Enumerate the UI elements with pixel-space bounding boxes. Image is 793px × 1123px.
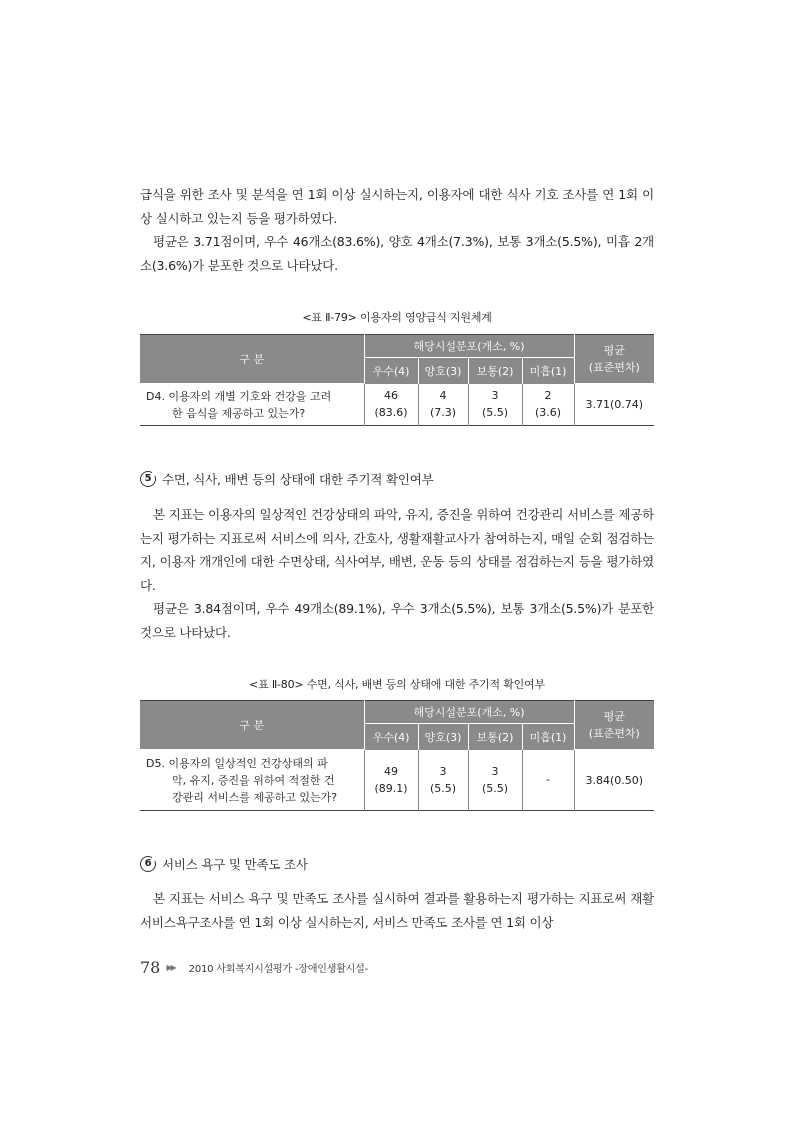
intro-text (140, 183, 654, 277)
question-line: 강관리 서비스를 제공하고 있는가? (172, 790, 338, 804)
paragraph: 급식을 위한 조사 및 분석을 연 1회 이상 실시하는지, 이용자에 대한 식사 기호 조사를 연 1회 이상 실시하고 있는지 등을 평가하였다. (140, 187, 654, 226)
count-cell (468, 384, 522, 426)
paragraph: 평균은 3.71점이며, 우수 46개소(83.6%), 양호 4개소(7.3%), 보통 3개소(5.5%), 미흡 2개소(3.6%)가 분포한 것으로 나타났다. (140, 234, 654, 273)
mean-cell: 3.71(0.74) (574, 384, 654, 426)
count-cell (468, 750, 522, 811)
distribution-header: 해당시설분포(개소, %) (364, 335, 574, 358)
grade-header: 미흡(1) (522, 358, 574, 384)
question-line: 한 음식을 제공하고 있는가? (172, 406, 306, 420)
grade-header: 보통(2) (468, 724, 522, 750)
table-caption: <표 Ⅱ-80> 수면, 식사, 배변 등의 상태에 대한 주기적 확인여부 (249, 678, 545, 691)
count-value: 46 (384, 389, 398, 403)
number-badge-icon (140, 856, 156, 872)
dash-value: - (546, 773, 551, 787)
grade-header: 우수(4) (364, 724, 418, 750)
section-title: 수면, 식사, 배변 등의 상태에 대한 주기적 확인여부 (162, 472, 434, 487)
count-value: 2 (544, 389, 552, 403)
mean-header-line: 평균 (603, 344, 625, 357)
section-number: 6 (144, 858, 152, 869)
mean-header (574, 701, 654, 750)
arrow-icon: ▶▶ (166, 963, 175, 972)
count-cell (364, 750, 418, 811)
category-header: 구 분 (140, 701, 364, 750)
data-table (140, 334, 654, 426)
mean-cell: 3.84(0.50) (574, 750, 654, 811)
grade-header: 양호(3) (418, 358, 468, 384)
percent-value: (5.5) (481, 406, 509, 420)
count-cell (364, 384, 418, 426)
question-line: D5. 이용자의 일상적인 건강상태의 파 (146, 756, 328, 770)
section-title: 서비스 욕구 및 만족도 조사 (162, 857, 308, 872)
percent-value: (89.1) (374, 781, 408, 795)
category-header: 구 분 (140, 335, 364, 384)
section-heading (140, 470, 433, 488)
number-badge-icon (140, 471, 156, 487)
grade-header: 보통(2) (468, 358, 522, 384)
table-row (140, 384, 654, 426)
page-footer (140, 958, 368, 977)
percent-value: (5.5) (429, 781, 457, 795)
grade-header: 미흡(1) (522, 724, 574, 750)
count-value: 49 (384, 764, 398, 778)
section-text (140, 887, 654, 934)
count-value: 4 (439, 389, 447, 403)
mean-header-line: 평균 (603, 710, 625, 723)
count-cell (418, 384, 468, 426)
grade-header: 우수(4) (364, 358, 418, 384)
section-number: 5 (144, 473, 152, 484)
mean-header-line: (표준편차) (588, 727, 640, 740)
paragraph: 본 지표는 서비스 욕구 및 만족도 조사를 실시하여 결과를 활용하는지 평가하는 지표로써 재활 서비스욕구조사를 연 1회 이상 실시하는지, 서비스 만족도 조사를 연 1회 이상 (140, 891, 654, 930)
question-cell (140, 750, 364, 811)
section-text (140, 503, 654, 644)
question-cell (140, 384, 364, 426)
question-line: D4. 이용자의 개별 기호와 건강을 고려 (146, 389, 332, 403)
data-table (140, 700, 654, 811)
count-value: 3 (491, 389, 499, 403)
percent-value: (7.3) (429, 406, 457, 420)
count-value: 3 (491, 764, 499, 778)
grade-header: 양호(3) (418, 724, 468, 750)
paragraph: 본 지표는 이용자의 일상적인 건강상태의 파악, 유지, 증진을 위하여 건강관리 서비스를 제공하는지 평가하는 지표로써 서비스에 의사, 간호사, 생활재활교사가 참여하는지, 매일 순회 점검하는지, 이용자 개개인에 대한 수면상태, 식사여부, 배변, 운동 등의 상태를 점검하는지 등을 평가하였다. (140, 507, 654, 593)
count-value: 3 (439, 764, 447, 778)
mean-header (574, 335, 654, 384)
table-row (140, 750, 654, 811)
percent-value: (3.6) (534, 406, 562, 420)
footer-text: 2010 사회복지시설평가 -장애인생활시설- (188, 964, 368, 975)
count-cell (522, 750, 574, 811)
section-heading (140, 855, 308, 873)
table-caption: <표 Ⅱ-79> 이용자의 영양급식 지원체계 (302, 311, 492, 324)
mean-header-line: (표준편차) (588, 361, 640, 374)
question-line: 악, 유지, 증진을 위하여 적절한 건 (172, 773, 335, 787)
distribution-header: 해당시설분포(개소, %) (364, 701, 574, 724)
page-number: 78 (140, 958, 161, 977)
count-cell (522, 384, 574, 426)
percent-value: (83.6) (374, 406, 408, 420)
count-cell (418, 750, 468, 811)
percent-value: (5.5) (481, 781, 509, 795)
paragraph: 평균은 3.84점이며, 우수 49개소(89.1%), 우수 3개소(5.5%), 보통 3개소(5.5%)가 분포한 것으로 나타났다. (140, 601, 654, 640)
